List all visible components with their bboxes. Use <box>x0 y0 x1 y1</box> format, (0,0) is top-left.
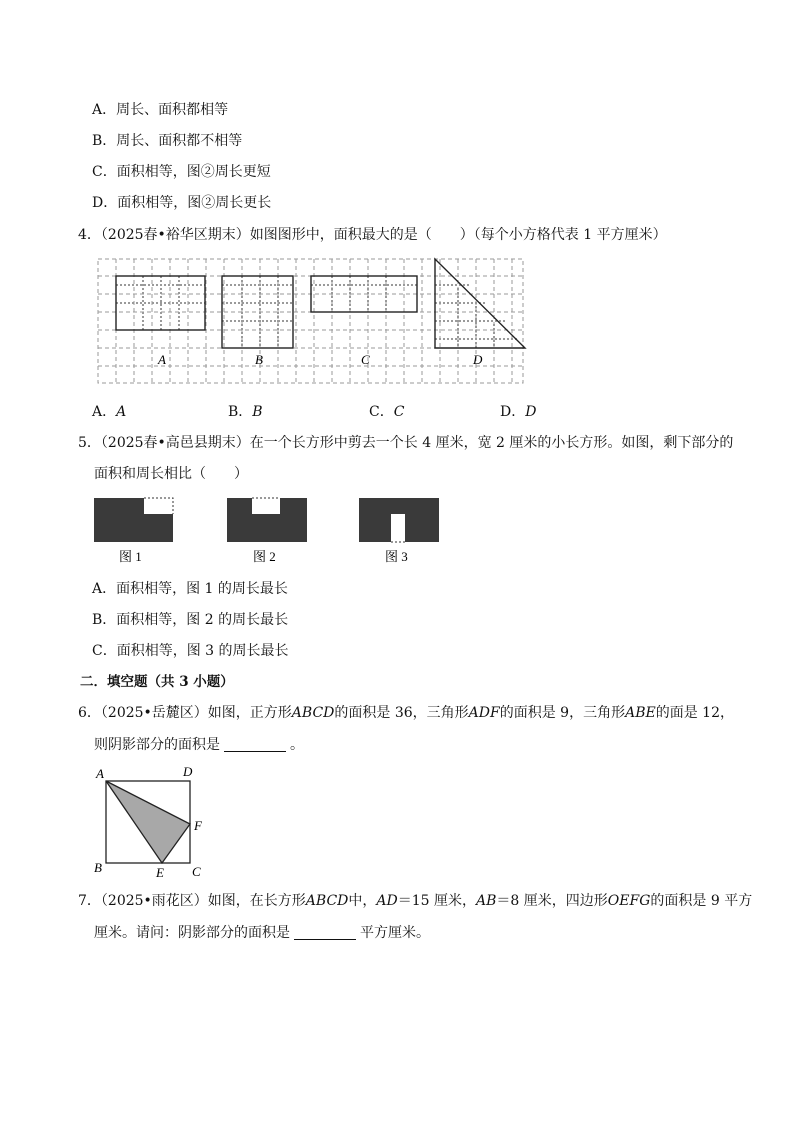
q5-caption-1: 图 1 <box>119 549 142 564</box>
q3-option-c: C．面积相等，图②周长更短 <box>92 164 271 180</box>
option-key: B． <box>228 404 253 420</box>
q6-label-a: A <box>96 766 104 781</box>
q5-stem-line1: 5．（2025春•高邑县期末）在一个长方形中剪去一个长 4 厘米，宽 2 厘米的小长方形。如图，剩下部分的 <box>78 435 734 451</box>
q6-text: 的面积是 9，三角形 <box>499 705 626 721</box>
q6-shaded-triangle <box>106 781 190 863</box>
q6-stem-line2 <box>94 736 304 754</box>
q4-label-d: D <box>473 352 483 367</box>
q7-ab: AB <box>476 893 497 909</box>
q6-text: 的面是 12， <box>655 705 734 721</box>
q7-text: 厘米。请问：阴影部分的面积是 <box>94 925 290 941</box>
q7-text: 平方厘米。 <box>360 925 430 941</box>
q4-label-b: B <box>255 352 263 367</box>
q4-option-c <box>369 403 404 421</box>
q6-text: 的面积是 36，三角形 <box>334 705 469 721</box>
q4-label-a: A <box>158 352 166 367</box>
option-key: C． <box>369 404 394 420</box>
option-key: A． <box>92 404 117 420</box>
q6-triangle-1: ADF <box>468 705 500 721</box>
q7-stem-line2 <box>94 924 430 942</box>
q7-answer-blank[interactable] <box>294 925 356 940</box>
q7-text: 的面积是 9 平方 <box>650 893 753 909</box>
option-value: A <box>116 404 127 420</box>
q6-label-d: D <box>183 764 193 779</box>
q5-figure-1 <box>94 498 173 542</box>
option-key: D． <box>500 404 526 420</box>
q4-grid-figure <box>97 258 527 386</box>
q3-option-a: A．周长、面积都相等 <box>92 102 229 118</box>
q4-option-b <box>228 403 263 421</box>
q7-quad-name: OEFG <box>607 893 651 909</box>
q4-stem: 4．（2025春•裕华区期末）如图图形中，面积最大的是（ ）（每个小方格代表 1 平方厘米） <box>78 227 667 243</box>
q5-figure-2 <box>227 498 307 542</box>
q6-stem-line1 <box>78 704 734 722</box>
section-title: 二．填空题（共 3 小题） <box>80 674 234 690</box>
option-value: B <box>252 404 263 420</box>
q5-caption-2: 图 2 <box>253 549 276 564</box>
q5-stem-line2: 面积和周长相比（ ） <box>94 466 248 482</box>
q7-text: ＝15 厘米， <box>397 893 477 909</box>
q6-square-name: ABCD <box>291 705 335 721</box>
q7-ad: AD <box>376 893 398 909</box>
q3-option-d: D．面积相等，图②周长更长 <box>92 195 272 211</box>
q5-caption-3: 图 3 <box>385 549 408 564</box>
q6-figure <box>92 764 212 878</box>
option-value: C <box>393 404 405 420</box>
q6-text: 则阴影部分的面积是 <box>94 737 220 753</box>
q6-label-f: F <box>194 818 202 833</box>
q7-text: 中， <box>348 893 377 909</box>
q4-option-d <box>500 403 536 421</box>
q7-rect-name: ABCD <box>305 893 349 909</box>
q6-answer-blank[interactable] <box>224 737 286 752</box>
q4-option-a <box>92 403 126 421</box>
q5-option-b: B．面积相等，图 2 的周长最长 <box>92 612 289 628</box>
q5-option-a: A．面积相等，图 1 的周长最长 <box>92 581 288 597</box>
q6-label-c: C <box>192 864 201 879</box>
q7-text: 7．（2025•雨花区）如图，在长方形 <box>78 893 306 909</box>
q6-label-e: E <box>156 865 164 880</box>
q7-text: ＝8 厘米，四边形 <box>496 893 608 909</box>
q3-option-b: B．周长、面积都不相等 <box>92 133 243 149</box>
q5-figures <box>93 497 443 569</box>
q7-stem-line1 <box>78 892 752 910</box>
q6-label-b: B <box>94 860 102 875</box>
q4-label-c: C <box>361 352 370 367</box>
q5-option-c: C．面积相等，图 3 的周长最长 <box>92 643 289 659</box>
q6-triangle-2: ABE <box>625 705 656 721</box>
q5-figure-3 <box>359 498 439 542</box>
q6-text: 。 <box>290 737 304 753</box>
option-value: D <box>525 404 537 420</box>
q6-text: 6．（2025•岳麓区）如图，正方形 <box>78 705 292 721</box>
